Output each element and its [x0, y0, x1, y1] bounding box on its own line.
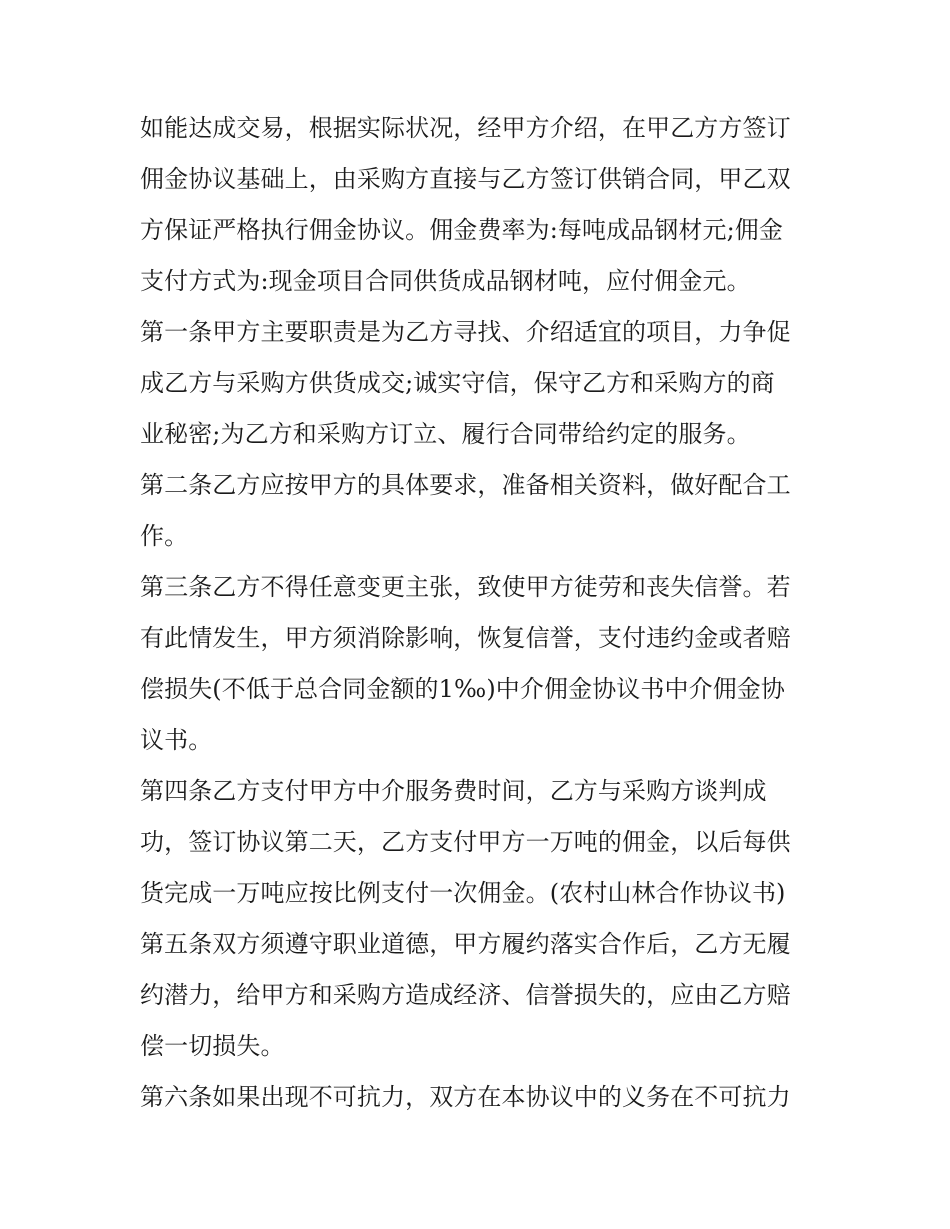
document-body	[140, 103, 830, 1123]
text-line: 如能达成交易，根据实际状况，经甲方介绍，在甲乙方方签订	[140, 114, 791, 142]
text-line: 议书。	[140, 726, 213, 754]
text-line: 支付方式为:现金项目合同供货成品钢材吨，应付佣金元。	[140, 267, 751, 295]
text-line: 第一条甲方主要职责是为乙方寻找、介绍适宜的项目，力争促	[140, 318, 791, 346]
text-line: 第三条乙方不得任意变更主张，致使甲方徒劳和丧失信誉。若	[140, 573, 791, 601]
text-line: 业秘密;为乙方和采购方订立、履行合同带给约定的服务。	[140, 420, 751, 448]
text-line: 第四条乙方支付甲方中介服务费时间，乙方与采购方谈判成	[140, 777, 767, 805]
text-line: 佣金协议基础上，由采购方直接与乙方签订供销合同，甲乙双	[140, 165, 791, 193]
text-line: 偿损失(不低于总合同金额的1‰)中介佣金协议书中介佣金协	[140, 675, 785, 703]
text-line: 成乙方与采购方供货成交;诚实守信，保守乙方和采购方的商	[140, 369, 775, 397]
text-line: 功，签订协议第二天，乙方支付甲方一万吨的佣金，以后每供	[140, 828, 791, 856]
text-line: 第二条乙方应按甲方的具体要求，准备相关资料，做好配合工	[140, 471, 791, 499]
text-line: 作。	[140, 522, 189, 550]
text-line: 约潜力，给甲方和采购方造成经济、信誉损失的，应由乙方赔	[140, 981, 791, 1009]
text-line: 第五条双方须遵守职业道德，甲方履约落实合作后，乙方无履	[140, 930, 791, 958]
text-line: 偿一切损失。	[140, 1032, 285, 1060]
text-line: 货完成一万吨应按比例支付一次佣金。(农村山林合作协议书)	[140, 879, 786, 907]
text-line: 第六条如果出现不可抗力，双方在本协议中的义务在不可抗力	[140, 1083, 791, 1111]
text-line: 有此情发生，甲方须消除影响，恢复信誉，支付违约金或者赔	[140, 624, 791, 652]
text-line: 方保证严格执行佣金协议。佣金费率为:每吨成品钢材元;佣金	[140, 216, 783, 244]
